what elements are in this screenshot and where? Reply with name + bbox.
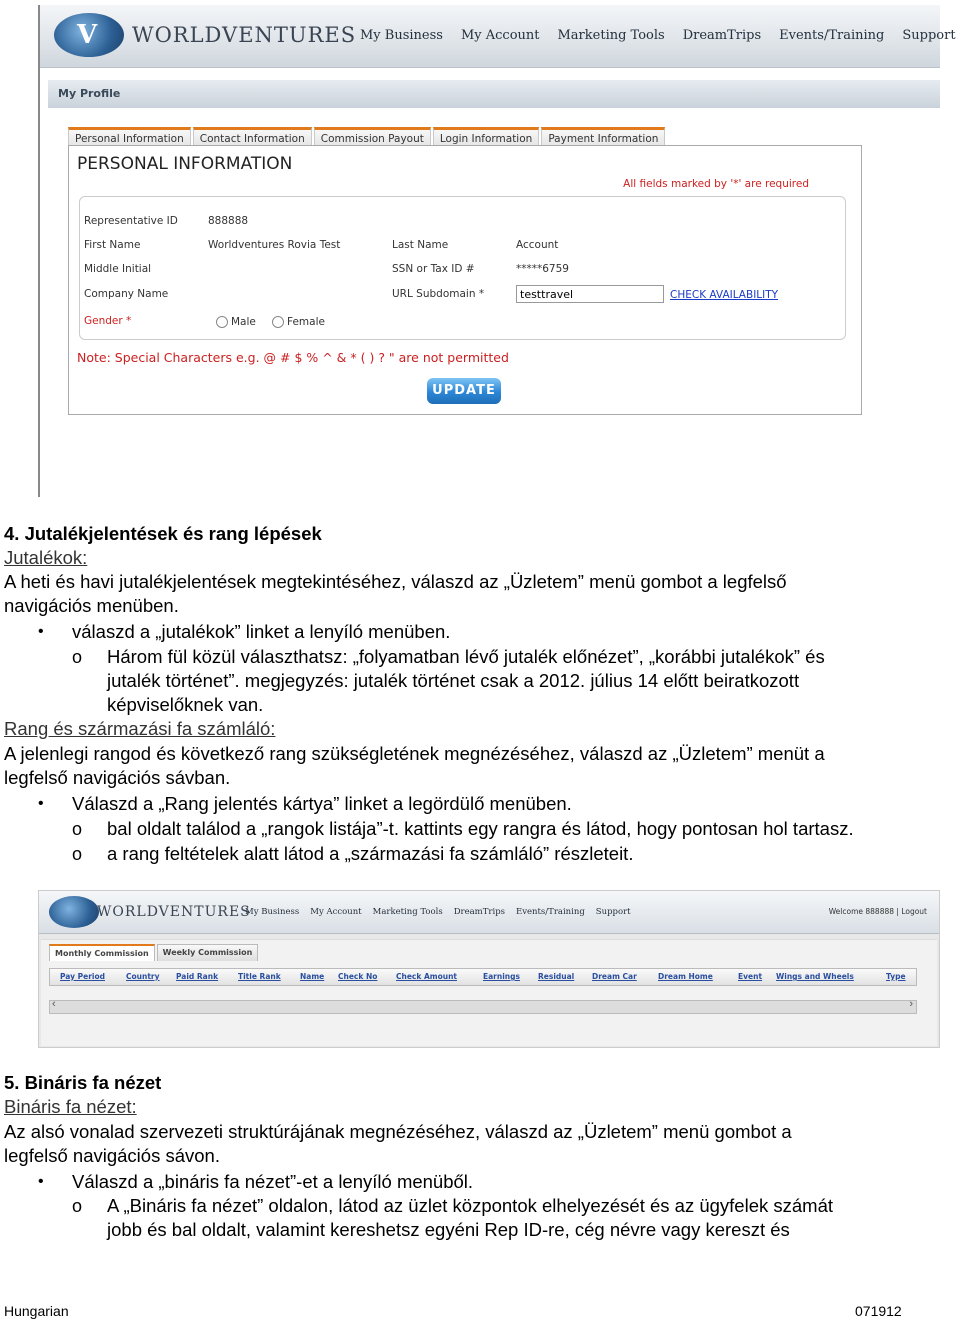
site-header — [40, 5, 956, 68]
female-label: Female — [287, 316, 325, 328]
sub-bullet-icon: o — [72, 844, 83, 864]
commission-screenshot — [38, 890, 940, 1048]
s5-para1-line1: Az alsó vonalad szervezeti struktúrájának megnézéséhez, válaszd az „Üzletem” menü gombot a — [4, 1121, 792, 1142]
top-nav — [245, 907, 631, 917]
table-header — [49, 968, 917, 986]
tab-login-information[interactable]: Login Information — [433, 127, 539, 148]
s5-para1-line2: legfelső navigációs sávon. — [4, 1145, 220, 1166]
s4-para1-line1: A heti és havi jutalékjelentések megtekintéséhez, válaszd az „Üzletem” menü gombot a legfelső — [4, 571, 787, 592]
url-label: URL Subdomain * — [392, 288, 485, 300]
nav-marketing-tools[interactable]: Marketing Tools — [557, 28, 665, 43]
col-earnings[interactable]: Earnings — [483, 972, 520, 981]
col-title-rank[interactable]: Title Rank — [238, 972, 281, 981]
check-availability-link[interactable]: CHECK AVAILABILITY — [670, 289, 779, 301]
nav-my-account[interactable]: My Account — [310, 907, 362, 917]
site-header — [39, 891, 939, 934]
s5-bullet1: Válaszd a „bináris fa nézet”-et a lenyíló menüből. — [72, 1171, 474, 1192]
tab-monthly-commission[interactable]: Monthly Commission — [49, 944, 155, 961]
profile-screenshot — [38, 5, 956, 497]
col-wings-and-wheels[interactable]: Wings and Wheels — [776, 972, 854, 981]
commission-tabs — [49, 944, 260, 961]
footer-language: Hungarian — [4, 1303, 69, 1319]
col-country[interactable]: Country — [126, 972, 160, 981]
footer-code: 071912 — [855, 1303, 902, 1319]
worldventures-logo-icon — [54, 13, 124, 57]
section4-sub-commissions: Jutalékok: — [4, 547, 88, 568]
nav-my-business[interactable]: My Business — [245, 907, 300, 917]
s4-sub1-line2: jutalék történet”. megjegyzés: jutalék történet csak a 2012. július 14 előtt beiratkozott — [107, 670, 800, 691]
page-title: My Profile — [48, 80, 940, 108]
col-residual[interactable]: Residual — [538, 972, 575, 981]
col-name[interactable]: Name — [300, 972, 325, 981]
tab-weekly-commission[interactable]: Weekly Commission — [157, 944, 259, 961]
tab-commission-payout[interactable]: Commission Payout — [314, 127, 431, 148]
nav-events-training[interactable]: Events/Training — [779, 28, 885, 43]
nav-events-training[interactable]: Events/Training — [516, 907, 585, 917]
nav-support[interactable]: Support — [595, 907, 631, 917]
nav-my-business[interactable]: My Business — [360, 28, 443, 43]
col-event[interactable]: Event — [738, 972, 763, 981]
sub-bullet-icon: o — [72, 819, 83, 839]
col-dream-home[interactable]: Dream Home — [658, 972, 713, 981]
tab-contact-information[interactable]: Contact Information — [193, 127, 312, 148]
s4-sub1-line1: Három fül közül választhatsz: „folyamatban lévő jutalék előnézet”, „korábbi jutalékok” és — [107, 646, 825, 667]
section4-heading: 4. Jutalékjelentések és rang lépések — [4, 523, 322, 544]
col-check-no[interactable]: Check No — [338, 972, 378, 981]
update-button[interactable]: UPDATE — [427, 378, 501, 404]
section4-sub-rank: Rang és származási fa számláló: — [4, 718, 276, 739]
rep-id-label: Representative ID — [84, 215, 178, 227]
rep-id-value: 888888 — [208, 215, 249, 227]
gender-male-option[interactable] — [216, 316, 256, 328]
worldventures-logo-icon — [49, 896, 99, 928]
col-paid-rank[interactable]: Paid Rank — [176, 972, 219, 981]
s4-sub1-line3: képviselőknek van. — [107, 694, 264, 715]
s4-sub3: a rang feltételek alatt látod a „származási fa számláló” részleteit. — [107, 843, 634, 864]
required-note: All fields marked by '*' are required — [623, 178, 809, 190]
horizontal-scrollbar[interactable] — [49, 1000, 917, 1014]
male-label: Male — [231, 316, 256, 328]
nav-support[interactable]: Support — [902, 28, 956, 43]
last-name-value: Account — [516, 239, 559, 251]
s5-sub1-line2: jobb és bal oldalt, valamint kereshetsz egyéni Rep ID-re, cég névre vagy kereszt és — [107, 1219, 790, 1240]
bullet-icon: • — [38, 623, 44, 640]
s4-para2-line2: legfelső navigációs sávban. — [4, 767, 231, 788]
welcome-logout[interactable]: Welcome 888888 | Logout — [828, 907, 927, 916]
sub-bullet-icon: o — [72, 647, 83, 667]
male-radio-icon[interactable] — [216, 316, 228, 328]
col-dream-car[interactable]: Dream Car — [592, 972, 637, 981]
tab-payment-information[interactable]: Payment Information — [541, 127, 665, 148]
brand-name: WORLDVENTURES — [97, 904, 251, 920]
ssn-value: *****6759 — [516, 263, 569, 275]
gender-label: Gender * — [84, 315, 132, 327]
section5-heading: 5. Bináris fa nézet — [4, 1072, 162, 1093]
nav-dreamtrips[interactable]: DreamTrips — [453, 907, 505, 917]
ssn-label: SSN or Tax ID # — [392, 263, 475, 275]
top-nav — [360, 28, 956, 43]
form-title: PERSONAL INFORMATION — [77, 154, 293, 174]
last-name-label: Last Name — [392, 239, 449, 251]
brand-name: WORLDVENTURES — [132, 23, 357, 47]
s5-sub1-line1: A „Bináris fa nézet” oldalon, látod az üzlet központok elhelyezését és az ügyfelek számát — [107, 1195, 834, 1216]
nav-dreamtrips[interactable]: DreamTrips — [682, 28, 762, 43]
s4-sub2: bal oldalt találod a „rangok listája”-t. kattints egy rangra és látod, hogy pontosan hol tartasz. — [107, 818, 854, 839]
first-name-label: First Name — [84, 239, 141, 251]
col-pay-period[interactable]: Pay Period — [60, 972, 105, 981]
s4-para1-line2: navigációs menüben. — [4, 595, 179, 616]
sub-bullet-icon: o — [72, 1196, 83, 1216]
col-check-amount[interactable]: Check Amount — [396, 972, 458, 981]
special-characters-note: Note: Special Characters e.g. @ # $ % ^ & * ( ) ? " are not permitted — [77, 350, 509, 365]
first-name-value: Worldventures Rovia Test — [208, 239, 341, 251]
bullet-icon: • — [38, 1173, 44, 1190]
s4-bullet1: válaszd a „jutalékok” linket a lenyíló menüben. — [72, 621, 451, 642]
s4-para2-line1: A jelenlegi rangod és következő rang szükségletének megnézéséhez, válaszd az „Üzletem” menüt a — [4, 743, 825, 764]
url-subdomain-input[interactable]: testtravel — [516, 285, 664, 303]
commission-panel — [41, 939, 937, 1046]
company-label: Company Name — [84, 288, 169, 300]
fields-box — [79, 196, 846, 340]
nav-my-account[interactable]: My Account — [460, 28, 540, 43]
personal-info-panel — [68, 145, 862, 415]
nav-marketing-tools[interactable]: Marketing Tools — [372, 907, 443, 917]
col-type[interactable]: Type — [886, 972, 906, 981]
middle-initial-label: Middle Initial — [84, 263, 152, 275]
tab-personal-information[interactable]: Personal Information — [68, 127, 191, 148]
female-radio-icon[interactable] — [272, 316, 284, 328]
s4-bullet2: Válaszd a „Rang jelentés kártya” linket a legördülő menüben. — [72, 793, 572, 814]
bullet-icon: • — [38, 795, 44, 812]
gender-female-option[interactable] — [272, 316, 325, 328]
section5-sub: Bináris fa nézet: — [4, 1096, 137, 1117]
